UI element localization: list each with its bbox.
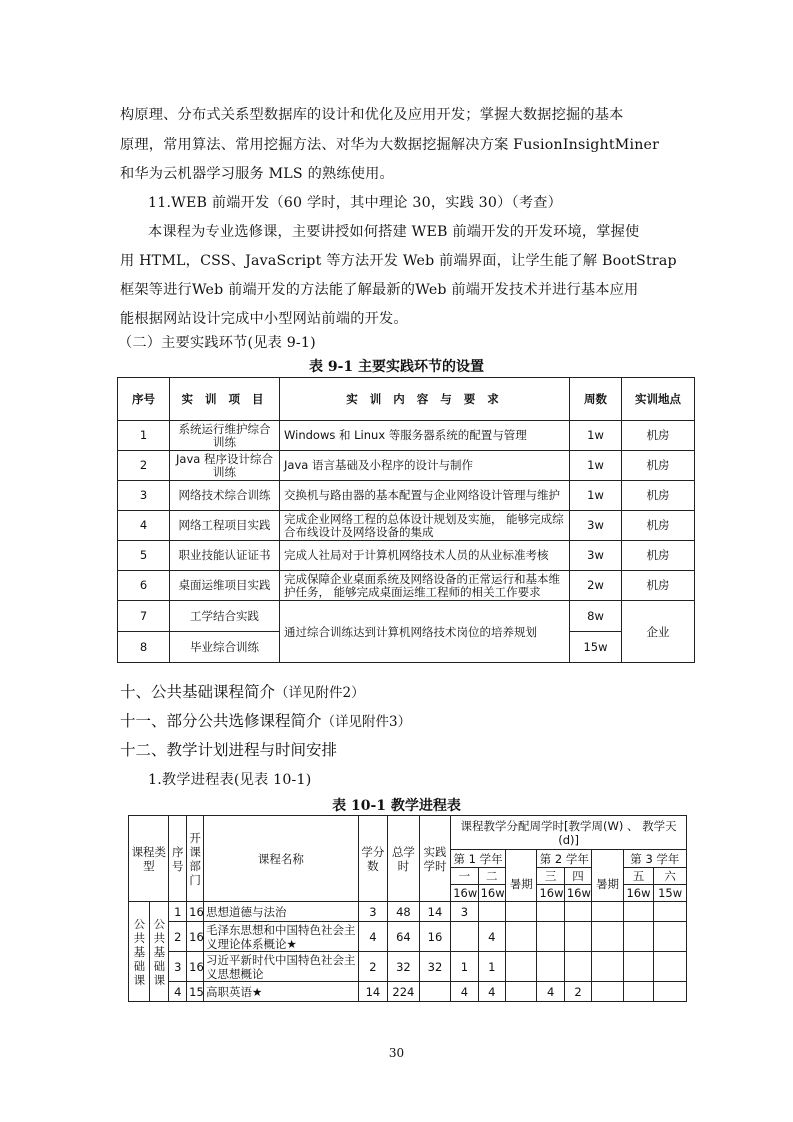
cell-place: 机房 (622, 451, 695, 481)
cell-term5 (623, 982, 654, 1002)
cell-no: 1 (169, 902, 187, 922)
page-number: 30 (388, 1046, 405, 1060)
cell-practice: 32 (419, 952, 451, 982)
cell-credit: 3 (358, 902, 387, 922)
cell-term6 (654, 922, 687, 952)
heading-title: 十二、教学计划进程与时间安排 (120, 741, 338, 759)
cell-no: 3 (169, 952, 187, 982)
cell-project: 网络工程项目实践 (170, 511, 280, 541)
cell-project: Java 程序设计综合训练 (170, 451, 280, 481)
table-row (118, 511, 695, 541)
header-term: 一 (451, 868, 478, 885)
cell-project: 网络技术综合训练 (170, 481, 280, 511)
header-year2: 第 2 学年 (537, 850, 592, 868)
header-term: 三 (537, 868, 564, 885)
heading-title: 十、公共基础课程简介 (120, 683, 276, 701)
table-row (118, 541, 695, 571)
cell-project: 毕业综合训练 (170, 632, 280, 663)
header-distribution: 课程教学分配周学时[教学周(W) 、 教学天(d)] (451, 816, 687, 850)
cell-term5 (623, 952, 654, 982)
cell-no: 2 (169, 922, 187, 952)
header-cell: 周数 (570, 378, 622, 421)
cell-term4 (564, 952, 591, 982)
cell-summer (505, 982, 537, 1002)
header-practice: 实践学时 (419, 816, 451, 902)
table-row (118, 451, 695, 481)
header-summer: 暑期 (505, 868, 537, 902)
cell-project: 系统运行维护综合训练 (170, 421, 280, 451)
subsection-title: 1.教学进程表(见表 10-1) (148, 772, 312, 788)
cell-term3 (537, 952, 564, 982)
header-total: 总学时 (388, 816, 420, 902)
header-category: 课程类型 (129, 816, 169, 902)
header-no: 序号 (169, 816, 187, 902)
header-year1: 第 1 学年 (451, 850, 506, 868)
paragraph-line: 框架等进行Web 前端开发的方法能了解最新的Web 前端开发技术并进行基本应用 (120, 282, 639, 298)
cell-project: 职业技能认证证书 (170, 541, 280, 571)
cell-term4: 2 (564, 982, 591, 1002)
cell-credit: 2 (358, 952, 387, 982)
cell-term1: 1 (451, 952, 478, 982)
cell-no: 3 (118, 481, 170, 511)
paragraph-line: 和华为云机器学习服务 MLS 的熟练使用。 (120, 166, 394, 182)
cell-weeks: 2w (570, 571, 622, 601)
cell-dept: 16 (187, 922, 204, 952)
cell-credit: 4 (358, 922, 387, 952)
blank-cell (112, 952, 129, 982)
cell-place: 机房 (622, 421, 695, 451)
category-inner: 公共基础课 (150, 902, 169, 1002)
header-year3: 第 3 学年 (623, 850, 686, 868)
cell-weeks: 1w (570, 481, 622, 511)
category-outer: 公共基础课 (129, 902, 150, 1002)
section-heading-12 (120, 738, 337, 760)
blank-cell (112, 816, 129, 902)
cell-total: 48 (388, 902, 420, 922)
cell-place: 机房 (622, 481, 695, 511)
cell-practice: 16 (419, 922, 451, 952)
table-row (118, 601, 695, 632)
cell-summer (505, 922, 537, 952)
paragraph-line: 构原理、分布式关系型数据库的设计和优化及应用开发；掌握大数据挖掘的基本 (120, 107, 624, 123)
paragraph-line: 用 HTML，CSS、JavaScript 等方法开发 Web 前端界面，让学生能了解 BootStrap (120, 253, 677, 269)
cell-term3 (537, 922, 564, 952)
section-heading: （二）主要实践环节(见表 9-1) (118, 335, 316, 351)
header-term: 六 (654, 868, 687, 885)
cell-practice: 14 (419, 902, 451, 922)
blank-cell (592, 850, 624, 868)
cell-term1: 3 (451, 902, 478, 922)
cell-summer (592, 952, 624, 982)
table-row (118, 481, 695, 511)
cell-name: 思想道德与法治 (204, 902, 359, 922)
header-name: 课程名称 (204, 816, 359, 902)
header-cell: 序号 (118, 378, 170, 421)
cell-name: 习近平新时代中国特色社会主义思想概论 (204, 952, 359, 982)
cell-total: 32 (388, 952, 420, 982)
cell-content: 完成企业网络工程的总体设计规划及实施， 能够完成综合布线设计及网络设备的集成 (280, 511, 570, 541)
header-cell: 实训地点 (622, 378, 695, 421)
cell-place: 机房 (622, 511, 695, 541)
cell-dept: 16 (187, 902, 204, 922)
course-title: 11.WEB 前端开发（60 学时，其中理论 30，实践 30）（考查） (148, 195, 562, 211)
blank-cell (112, 902, 129, 922)
cell-weeks: 1w (570, 421, 622, 451)
table-row (112, 922, 687, 952)
section-heading-11 (120, 709, 411, 731)
header-weeks: 16w (623, 885, 654, 902)
header-weeks: 16w (451, 885, 478, 902)
cell-no: 6 (118, 571, 170, 601)
cell-term6 (654, 902, 687, 922)
cell-no: 4 (169, 982, 187, 1002)
cell-weeks: 15w (570, 632, 622, 663)
cell-term6 (654, 982, 687, 1002)
cell-place-merged: 企业 (622, 601, 695, 663)
cell-no: 2 (118, 451, 170, 481)
cell-weeks: 3w (570, 511, 622, 541)
cell-term5 (623, 922, 654, 952)
cell-content: 完成人社局对于计算机网络技术人员的从业标准考核 (280, 541, 570, 571)
table-row (118, 421, 695, 451)
cell-content: Java 语言基础及小程序的设计与制作 (280, 451, 570, 481)
cell-content: 交换机与路由器的基本配置与企业网络设计管理与维护 (280, 481, 570, 511)
cell-term1: 4 (451, 982, 478, 1002)
heading-title: 十一、部分公共选修课程简介 (120, 712, 322, 730)
cell-term1 (451, 922, 478, 952)
practice-table (117, 377, 695, 663)
cell-term2: 4 (478, 982, 505, 1002)
header-cell: 实 训 项 目 (170, 378, 280, 421)
cell-weeks: 3w (570, 541, 622, 571)
table-row (112, 952, 687, 982)
paragraph-line: 本课程为专业选修课，主要讲授如何搭建 WEB 前端开发的开发环境，掌握使 (148, 224, 640, 240)
blank-cell (505, 850, 537, 868)
table-row (112, 982, 687, 1002)
cell-weeks: 8w (570, 601, 622, 632)
cell-no: 8 (118, 632, 170, 663)
header-dept: 开课部门 (187, 816, 204, 902)
cell-total: 224 (388, 982, 420, 1002)
cell-dept: 16 (187, 952, 204, 982)
cell-term5 (623, 902, 654, 922)
cell-total: 64 (388, 922, 420, 952)
blank-cell (112, 922, 129, 952)
cell-no: 1 (118, 421, 170, 451)
cell-term3 (537, 902, 564, 922)
cell-no: 4 (118, 511, 170, 541)
cell-dept: 15 (187, 982, 204, 1002)
cell-term4 (564, 902, 591, 922)
cell-practice (419, 982, 451, 1002)
cell-content: Windows 和 Linux 等服务器系统的配置与管理 (280, 421, 570, 451)
cell-summer (505, 902, 537, 922)
cell-term2: 4 (478, 922, 505, 952)
cell-summer (592, 922, 624, 952)
cell-no: 5 (118, 541, 170, 571)
header-term: 四 (564, 868, 591, 885)
header-term: 二 (478, 868, 505, 885)
cell-summer (592, 982, 624, 1002)
cell-term3: 4 (537, 982, 564, 1002)
cell-project: 桌面运维项目实践 (170, 571, 280, 601)
section-heading-10 (120, 680, 365, 702)
cell-term6 (654, 952, 687, 982)
header-weeks: 16w (478, 885, 505, 902)
table-row (112, 902, 687, 922)
schedule-table (112, 815, 687, 1002)
cell-weeks: 1w (570, 451, 622, 481)
cell-project: 工学结合实践 (170, 601, 280, 632)
cell-summer (505, 952, 537, 982)
paragraph-line: 原理，常用算法、常用挖掘方法、对华为大数据挖掘解决方案 FusionInsightMiner (120, 137, 660, 153)
header-term: 五 (623, 868, 654, 885)
cell-name: 毛泽东思想和中国特色社会主义理论体系概论★ (204, 922, 359, 952)
header-weeks: 16w (537, 885, 564, 902)
table-caption: 表 9-1 主要实践环节的设置 (308, 359, 485, 375)
cell-term2: 1 (478, 952, 505, 982)
header-weeks: 16w (564, 885, 591, 902)
cell-place: 机房 (622, 541, 695, 571)
header-weeks: 15w (654, 885, 687, 902)
cell-place: 机房 (622, 571, 695, 601)
header-summer: 暑期 (592, 868, 624, 902)
heading-note: （详见附件3） (321, 714, 412, 730)
blank-cell (112, 982, 129, 1002)
heading-note: （详见附件2） (275, 685, 365, 701)
cell-content: 完成保障企业桌面系统及网络设备的正常运行和基本维护任务， 能够完成桌面运维工程师的相关工作要求 (280, 571, 570, 601)
cell-no: 7 (118, 601, 170, 632)
cell-name: 高职英语★ (204, 982, 359, 1002)
cell-credit: 14 (358, 982, 387, 1002)
cell-term2 (478, 902, 505, 922)
header-cell: 实 训 内 容 与 要 求 (280, 378, 570, 421)
cell-content-merged: 通过综合训练达到计算机网络技术岗位的培养规划 (280, 601, 570, 663)
cell-summer (592, 902, 624, 922)
table-caption: 表 10-1 教学进程表 (332, 798, 461, 814)
cell-term4 (564, 922, 591, 952)
table-row (118, 571, 695, 601)
paragraph-line: 能根据网站设计完成中小型网站前端的开发。 (120, 311, 408, 327)
header-credit: 学分数 (358, 816, 387, 902)
